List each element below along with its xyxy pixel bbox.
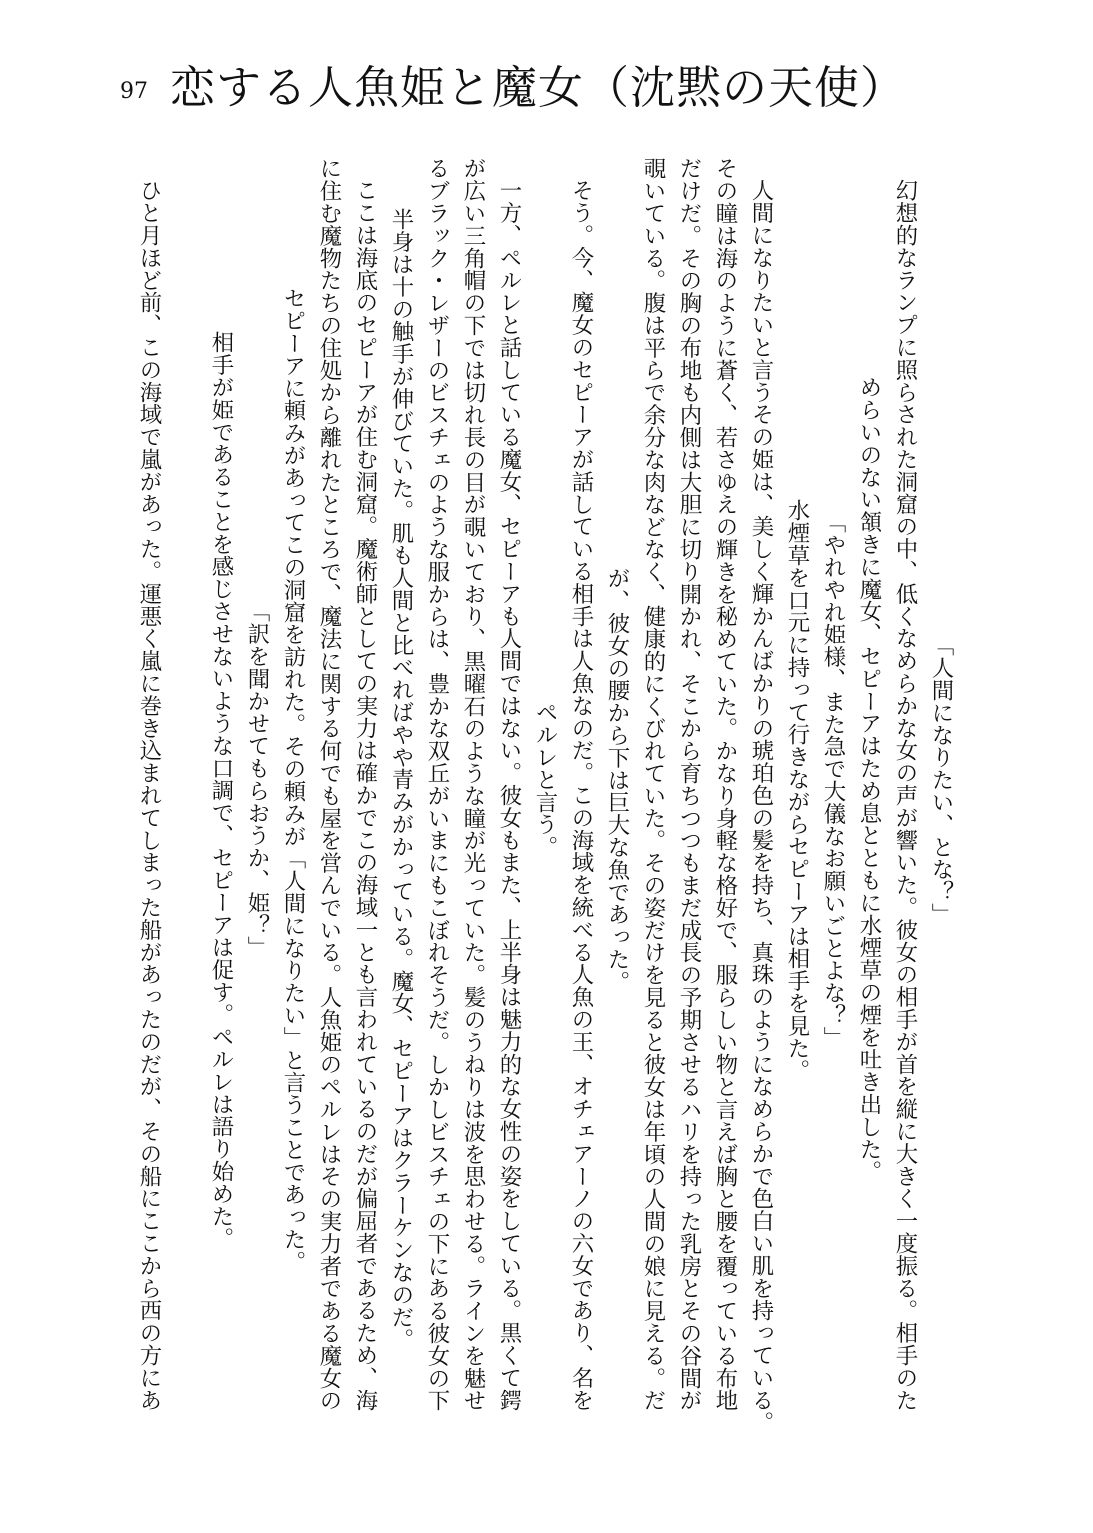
text-line: が広い三角帽の下では切れ長の目が覗いており、黒曜石のような瞳が光っていた。髪のうねりは波を思わせる。ラインを魅せ bbox=[460, 157, 486, 1412]
vertical-body-text bbox=[131, 157, 959, 1434]
paragraph bbox=[527, 157, 599, 1412]
paragraph bbox=[203, 157, 239, 1402]
text-line: に住む魔物たちの住処から離れたところで、魔法に関する何でも屋を営んでいる。人魚姫のペルレはその実力者である魔女の bbox=[316, 157, 342, 1412]
text-line: めらいのない頷きに魔女、セピーアはため息とともに水煙草の煙を吐き出した。 bbox=[856, 376, 882, 1183]
text-line: 「訳を聞かせてもらおうか、姫？」 bbox=[244, 600, 270, 959]
paragraph bbox=[599, 157, 779, 1434]
text-line: 人間になりたいと言うその姫は、美しく輝かんばかりの琥珀色の髪を持ち、真珠のようになめらかで色白い肌を持っている。 bbox=[748, 179, 774, 1434]
paragraph bbox=[851, 157, 923, 1412]
text-line: セピーアに頼みがあってこの洞窟を訪れた。その頼みが「人間になりたい」と言うことであった。 bbox=[280, 286, 306, 1273]
paragraph bbox=[815, 157, 851, 1402]
blank-line bbox=[167, 157, 203, 1402]
text-line: 半身は十の触手が伸びていた。肌も人間と比べればやや青みがかっている。魔女、セピーアはクラーケンなのだ。 bbox=[388, 208, 414, 1351]
chapter-title: 恋する人魚姫と魔女（沈黙の天使） bbox=[170, 61, 907, 114]
paragraph bbox=[239, 157, 275, 1402]
text-line: 覗いている。腹は平らで余分な肉などなく、健康的にくびれていた。その姿だけを見ると彼女は年頃の人間の娘に見える。だ bbox=[640, 157, 666, 1412]
text-line: だけだ。その胸の布地も内側は大胆に切り開かれ、そこから育ちつつもまだ成長の予期させるハリを持った乳房とその谷間が bbox=[676, 157, 702, 1412]
paragraph bbox=[383, 157, 527, 1412]
page-number: 97 bbox=[120, 79, 148, 104]
text-line: ここは海底のセピーアが住む洞窟。魔術師としての実力は確かでこの海域一とも言われているのだが偏屈者であるため、海 bbox=[352, 179, 378, 1412]
text-line: るブラック・レザーのビスチェのような服からは、豊かな双丘がいまにもこぼれそうだ。しかしビスチェの下にある彼女の下 bbox=[424, 157, 450, 1412]
text-line: 一方、ペルレと話している魔女、セピーアも人間ではない。彼女もまた、上半身は魅力的な女性の姿をしている。黒くて鍔 bbox=[496, 179, 522, 1412]
text-line: 相手が姫であることを感じさせないような口調で、セピーアは促す。ペルレは語り始めた。 bbox=[208, 331, 234, 1250]
page-header bbox=[120, 50, 907, 114]
text-line: 「やれやれ姫様、また急で大儀なお願いごとよな？」 bbox=[820, 510, 846, 1049]
text-line: ペルレと言う。 bbox=[532, 701, 558, 858]
text-line: そう。今、魔女のセピーアが話している相手は人魚なのだ。この海域を統べる人魚の王、オチェアーノの六女であり、名を bbox=[568, 179, 594, 1412]
text-line: 幻想的なランプに照らされた洞窟の中、低くなめらかな女の声が響いた。彼女の相手が首を縦に大きく一度振る。相手のた bbox=[892, 179, 918, 1412]
paragraph bbox=[275, 157, 383, 1412]
paragraph bbox=[131, 157, 167, 1412]
paragraph bbox=[779, 157, 815, 1402]
text-line: 「人間になりたい、とな？」 bbox=[928, 633, 954, 926]
paragraph bbox=[923, 157, 959, 1402]
text-line: ひと月ほど前、この海域で嵐があった。運悪く嵐に巻き込まれてしまった船があったのだが、その船にここから西の方にあ bbox=[136, 179, 162, 1412]
text-line: その瞳は海のように蒼く、若さゆえの輝きを秘めていた。かなり身軽な格好で、服らしい物と言えば胸と腰を覆っている布地 bbox=[712, 157, 738, 1412]
text-line: が、彼女の腰から下は巨大な魚であった。 bbox=[604, 566, 630, 993]
text-line: 水煙草を口元に持って行きながらセピーアは相手を見た。 bbox=[784, 499, 810, 1082]
